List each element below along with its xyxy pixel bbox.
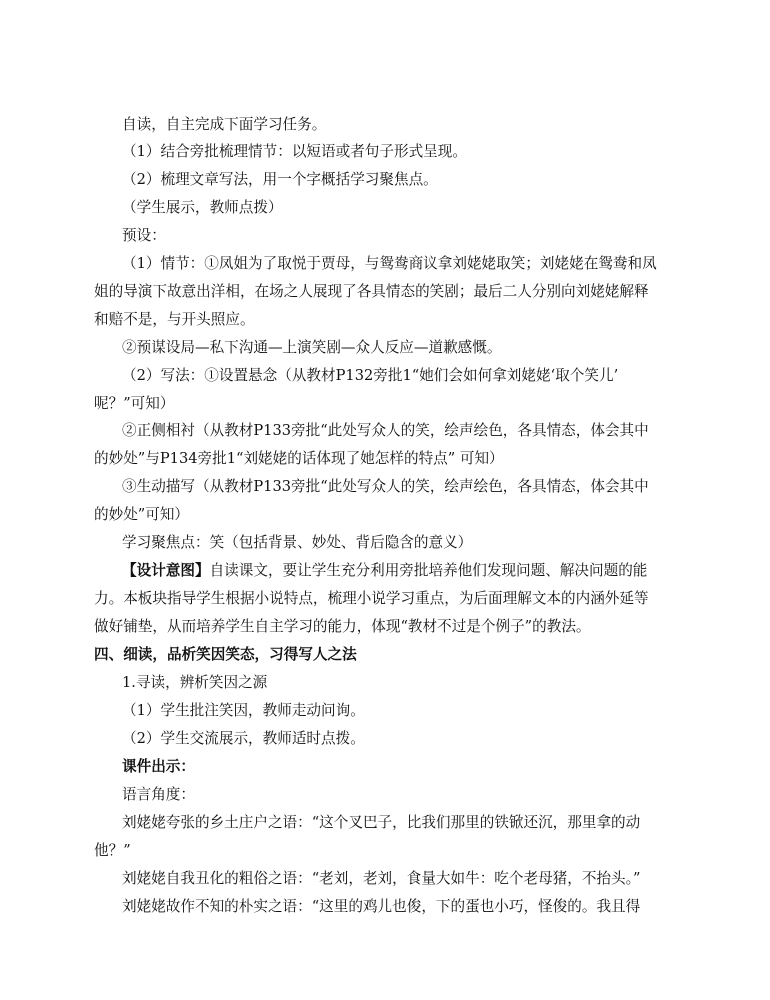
text-line: 学习聚焦点：笑（包括背景、妙处、背后隐含的意义） xyxy=(122,534,473,551)
text-line: （2）写法：①设置悬念（从教材P132旁批1“她们会如何拿刘姥姥‘取个笑儿’ xyxy=(122,367,619,384)
text-line: 刘姥姥夸张的乡土庄户之语：“这个叉巴子，比我们那里的铁锨还沉，那里拿的动 xyxy=(122,814,641,831)
design-intent-label: 【设计意图】 xyxy=(122,562,210,579)
text-line: ②正侧相衬（从教材P133旁批“此处写众人的笑，绘声绘色，各具情态，体会其中 xyxy=(122,422,649,439)
text-line: 和赔不是，与开头照应。 xyxy=(94,311,255,328)
section-heading: 四、细读，品析笑因笑态，习得写人之法 xyxy=(94,646,357,663)
text-line: ③生动描写（从教材P133旁批“此处写众人的笑，绘声绘色，各具情态，体会其中 xyxy=(122,478,649,495)
text-line: 姐的导演下故意出洋相，在场之人展现了各具情态的笑剧；最后二人分别向刘姥姥解释 xyxy=(94,283,649,300)
text-line: 做好铺垫，从而培养学生自主学习的能力，体现“教材不过是个例子”的教法。 xyxy=(94,618,591,635)
text-line: 自读，自主完成下面学习任务。 xyxy=(122,116,327,133)
text-line: 呢？”可知） xyxy=(94,395,175,412)
design-intent-text: 自读课文，要让学生充分利用旁批培养他们发现问题、解决问题的能 xyxy=(209,562,648,579)
text-line: 的妙处”与P134旁批1“刘姥姥的话体现了她怎样的特点” 可知） xyxy=(94,450,504,467)
text-line: （学生展示，教师点拨） xyxy=(122,199,283,216)
text-line: 刘姥姥故作不知的朴实之语：“这里的鸡儿也俊，下的蛋也小巧，怪俊的。我且得 xyxy=(122,898,641,915)
text-line: 他？” xyxy=(94,842,131,859)
courseware-heading: 课件出示： xyxy=(122,758,195,775)
text-line: 预设： xyxy=(122,227,166,244)
text-line: 力。本板块指导学生根据小说特点，梳理小说学习重点，为后面理解文本的内涵外延等 xyxy=(94,590,649,607)
text-line: （1）情节：①凤姐为了取悦于贾母，与鸳鸯商议拿刘姥姥取笑；刘姥姥在鸳鸯和凤 xyxy=(122,255,657,272)
text-line: （1）学生批注笑因，教师走动问询。 xyxy=(122,702,365,719)
text-line: ②预谋设局—私下沟通—上演笑剧—众人反应—道歉感慨。 xyxy=(122,339,502,356)
text-line: 的妙处”可知） xyxy=(94,506,190,523)
text-line: （1）结合旁批梳理情节：以短语或者句子形式呈现。 xyxy=(122,143,467,160)
text-line: 语言角度： xyxy=(122,786,195,803)
text-line: 刘姥姥自我丑化的粗俗之语：“老刘，老刘，食量大如牛：吃个老母猪，不抬头。” xyxy=(122,870,641,887)
text-line: 1.寻读，辨析笑因之源 xyxy=(122,674,268,691)
design-intent-paragraph xyxy=(122,561,722,581)
text-line: （2）梳理文章写法，用一个字概括学习聚焦点。 xyxy=(122,171,438,188)
text-line: （2）学生交流展示，教师适时点拨。 xyxy=(122,730,365,747)
